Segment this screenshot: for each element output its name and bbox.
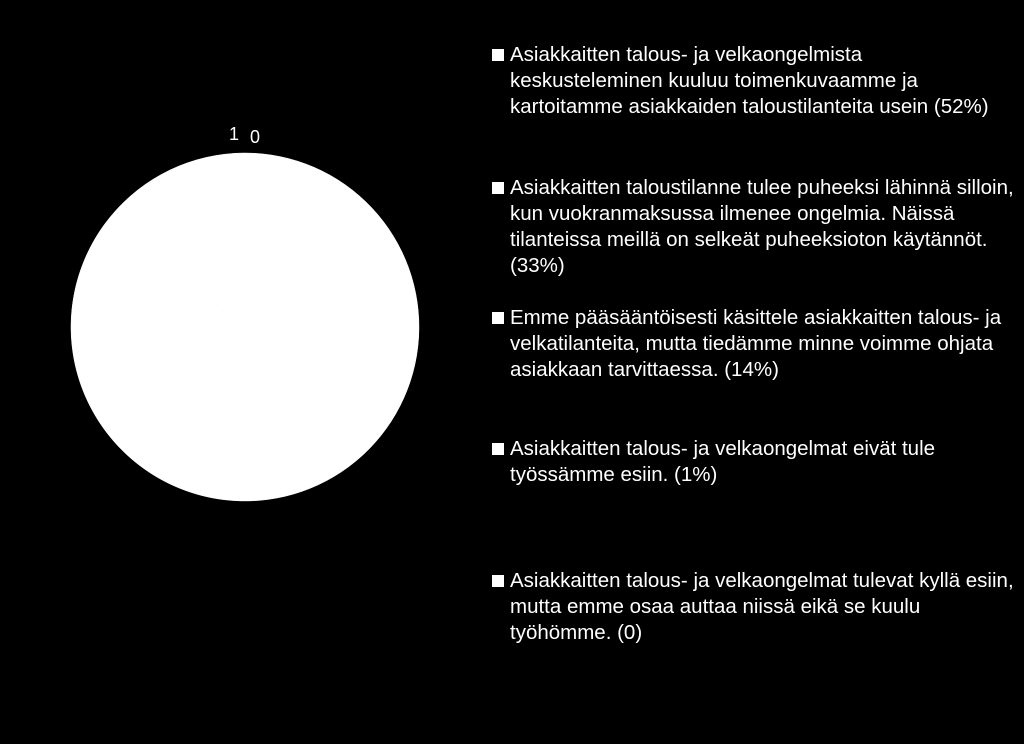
legend-item [490, 305, 1020, 383]
legend-label: Asiakkaitten talous- ja velkaongelmat eivät tule työssämme esiin. (1%) [510, 437, 936, 486]
legend-label: Asiakkaitten taloustilanne tulee puheeksi lähinnä silloin, kun vuokranmaksussa ilmenee ongelmia. Näissä tilanteissa meillä on selkeät puheeksioton käytännöt.(33%) [510, 176, 1014, 277]
legend [490, 0, 1020, 744]
legend-swatch [492, 443, 504, 455]
legend-item [490, 436, 1020, 488]
legend-label: Emme pääsääntöisesti käsittele asiakkaitten talous- ja velkatilanteita, mutta tiedämme minne voimme ohjata asiakkaan tarvittaessa. (14%) [510, 306, 1002, 381]
data-label: 1 [228, 124, 240, 144]
legend-label: Asiakkaitten talous- ja velkaongelmista keskusteleminen kuuluu toimenkuvaamme ja kartoitamme asiakkaiden taloustilanteita usein (52%) [510, 43, 989, 118]
legend-item [490, 568, 1020, 646]
legend-item [490, 175, 1020, 279]
legend-swatch [492, 312, 504, 324]
legend-swatch [492, 182, 504, 194]
legend-label: Asiakkaitten talous- ja velkaongelmat tulevat kyllä esiin, mutta emme osaa auttaa niissä eikä se kuulu työhömme. (0) [510, 569, 1014, 644]
legend-swatch [492, 575, 504, 587]
data-label: 0 [249, 127, 261, 147]
legend-item [490, 42, 1020, 120]
legend-swatch [492, 49, 504, 61]
pie-slice [223, 153, 419, 501]
